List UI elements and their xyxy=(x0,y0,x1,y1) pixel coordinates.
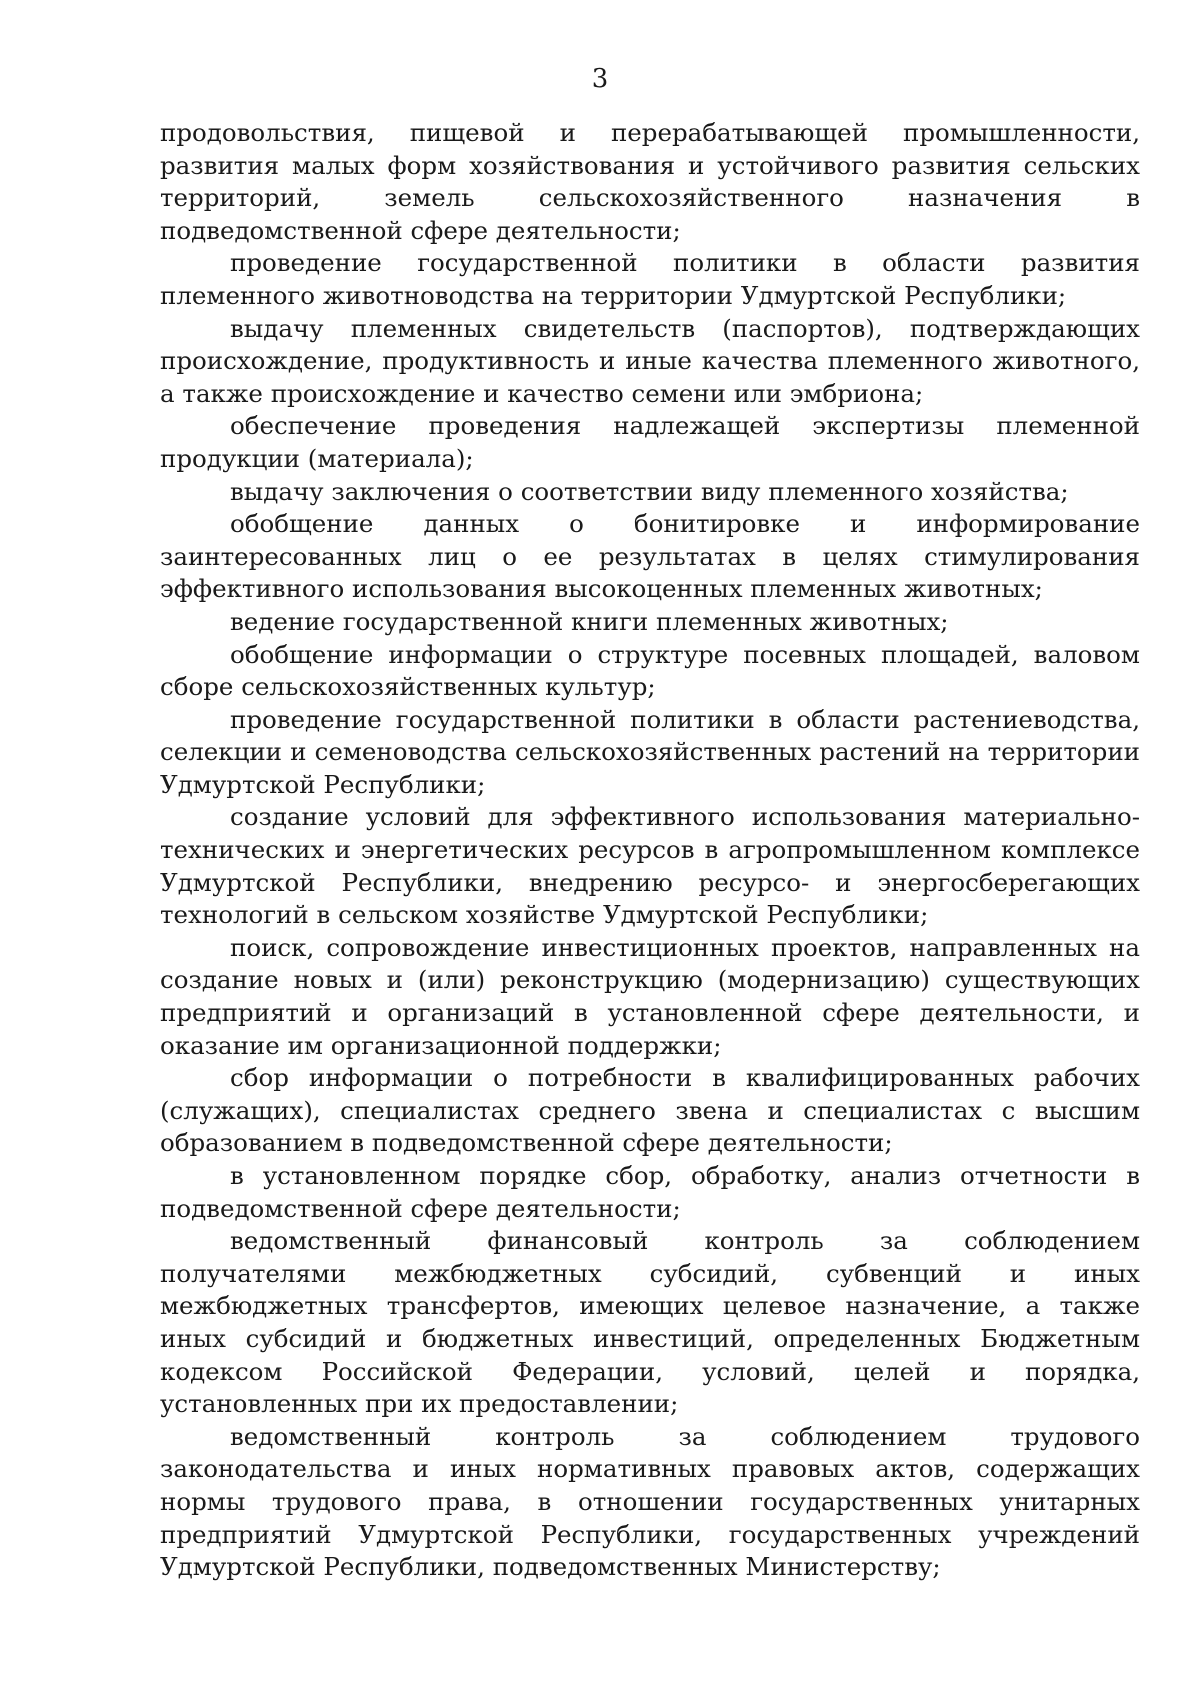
paragraph: в установленном порядке сбор, обработку, анализ отчетности в подведомственной сфере деятельности; xyxy=(160,1161,1140,1223)
paragraph: обобщение информации о структуре посевных площадей, валовом сборе сельскохозяйственных культур; xyxy=(160,639,1140,702)
paragraph: проведение государственной политики в области развития племенного животноводства на территории Удмуртской Республики; xyxy=(160,248,1140,310)
document-body xyxy=(160,117,1140,1584)
paragraph: ведомственный контроль за соблюдением трудового законодательства и иных нормативных правовых актов, содержащих нормы трудового права, в отношении государственных унитарных предприятий Удмуртской Республики, государственных учреждений Удмуртской Республики, подведомственных Министерству; xyxy=(160,1421,1140,1582)
paragraph: обобщение данных о бонитировке и информирование заинтересованных лиц о ее результатах в целях стимулирования эффективного использования высокоценных племенных животных; xyxy=(160,509,1140,604)
paragraph: выдачу племенных свидетельств (паспортов), подтверждающих происхождение, продуктивность и иные качества племенного животного, а также происхождение и качество семени или эмбриона; xyxy=(160,313,1140,408)
page-number: 3 xyxy=(591,64,609,94)
paragraph: проведение государственной политики в области растениеводства, селекции и семеноводства сельскохозяйственных растений на территории Удмуртской Республики; xyxy=(160,704,1140,799)
paragraph: поиск, сопровождение инвестиционных проектов, направленных на создание новых и (или) реконструкцию (модернизацию) существующих предприятий и организаций в установленной сфере деятельности, и оказание им организационной поддержки; xyxy=(160,932,1140,1060)
paragraph: сбор информации о потребности в квалифицированных рабочих (служащих), специалистах среднего звена и специалистах с высшим образованием в подведомственной сфере деятельности; xyxy=(160,1063,1140,1158)
paragraph: создание условий для эффективного использования материально-технических и энергетических ресурсов в агропромышленном комплексе Удмуртской Республики, внедрению ресурсо- и энергосберегающих технологий в сельском хозяйстве Удмуртской Республики; xyxy=(160,802,1140,930)
paragraph: ведомственный финансовый контроль за соблюдением получателями межбюджетных субсидий, субвенций и иных межбюджетных трансфертов, имеющих целевое назначение, а также иных субсидий и бюджетных инвестиций, определенных Бюджетным кодексом Российской Федерации, условий, целей и порядка, установленных при их предоставлении; xyxy=(160,1226,1140,1419)
paragraph: продовольствия, пищевой и перерабатывающей промышленности, развития малых форм хозяйствования и устойчивого развития сельских территорий, земель сельскохозяйственного назначения в подведомственной сфере деятельности; xyxy=(160,118,1140,245)
paragraph: ведение государственной книги племенных животных; xyxy=(230,606,949,636)
paragraph: обеспечение проведения надлежащей экспертизы племенной продукции (материала); xyxy=(160,411,1140,473)
paragraph: выдачу заключения о соответствии виду племенного хозяйства; xyxy=(230,476,1069,506)
